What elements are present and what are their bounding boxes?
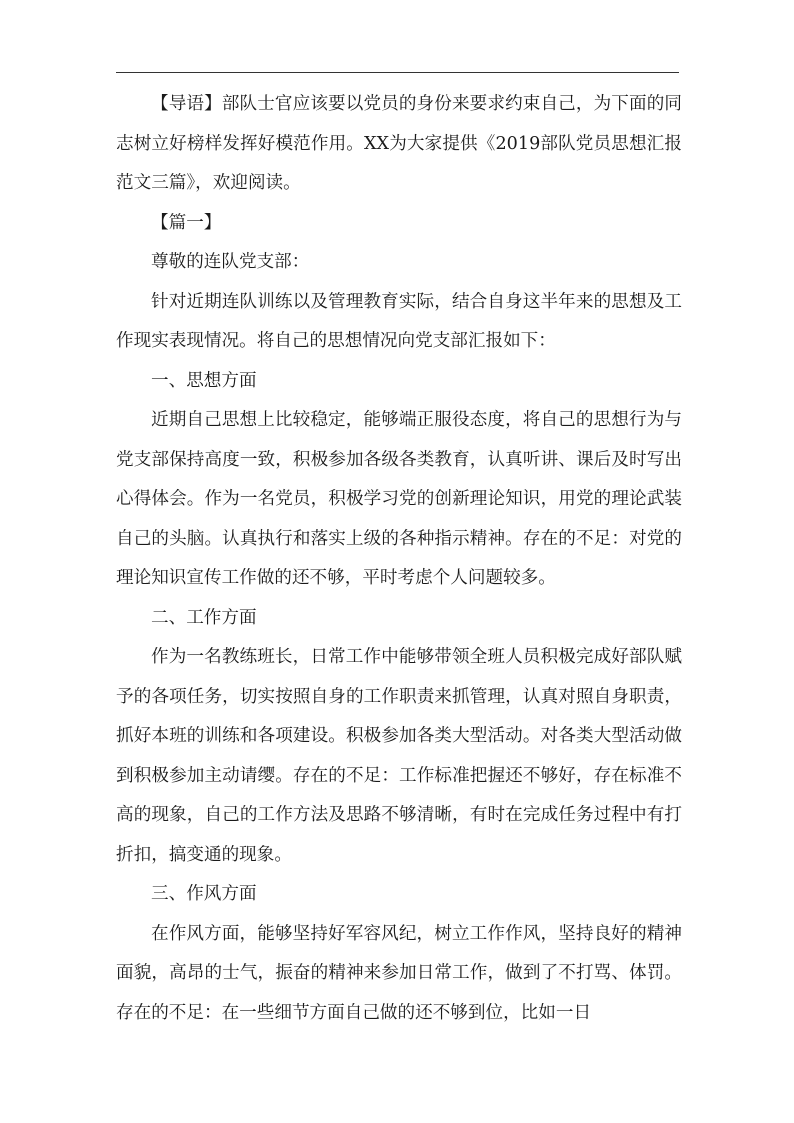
part-title: 【篇一】 xyxy=(151,212,222,233)
section-body-style: 在作风方面，能够坚持好军容风纪，树立工作作风，坚持良好的精神面貌，高昂的士气，振奋的精神来参加日常工作，做到了不打骂、体罚。存在的不足：在一些细节方面自己做的还不够到位，比如一日 xyxy=(116,923,682,1023)
section-heading-thought: 一、思想方面 xyxy=(151,370,257,391)
document-body xyxy=(116,85,682,1033)
section-heading-style: 三、作风方面 xyxy=(151,884,257,904)
section-body-work: 作为一名教练班长，日常工作中能够带领全班人员积极完成好部队赋予的各项任务，切实按照自身的工作职责来抓管理，认真对照自身职责，抓好本班的训练和各项建设。积极参加各类大型活动。对各类大型活动做到积极参加主动请缨。存在的不足：工作标准把握还不够好，存在标准不高的现象，自己的工作方法及思路不够清晰，有时在完成任务过程中有打折扣，搞变通的现象。 xyxy=(116,647,682,865)
opening-paragraph: 针对近期连队训练以及管理教育实际，结合自身这半年来的思想及工作现实表现情况。将自己的思想情况向党支部汇报如下： xyxy=(116,291,682,351)
header-divider xyxy=(116,72,679,73)
intro-paragraph: 【导语】部队士官应该要以党员的身份来要求约束自己，为下面的同志树立好榜样发挥好模范作用。XX为大家提供《2019部队党员思想汇报范文三篇》，欢迎阅读。 xyxy=(116,94,682,193)
section-body-thought: 近期自己思想上比较稳定，能够端正服役态度，将自己的思想行为与党支部保持高度一致，积极参加各级各类教育，认真听讲、课后及时写出心得体会。作为一名党员，积极学习党的创新理论知识，用党的理论武装自己的头脑。认真执行和落实上级的各种指示精神。存在的不足：对党的理论知识宣传工作做的还不够，平时考虑个人问题较多。 xyxy=(116,410,682,588)
section-heading-work: 二、工作方面 xyxy=(151,607,257,628)
salutation: 尊敬的连队党支部： xyxy=(151,252,310,272)
